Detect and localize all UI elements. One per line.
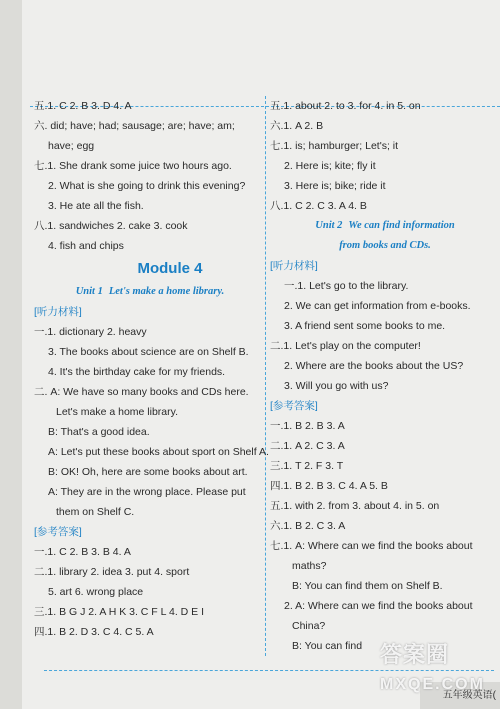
answer-line: 五.1. with 2. from 3. about 4. in 5. on (270, 500, 440, 512)
answer-line: 八.1. C 2. C 3. A 4. B (270, 200, 367, 212)
answer-line: Let's make a home library. (56, 406, 179, 418)
answer-line: 4. It's the birthday cake for my friends. (48, 366, 226, 378)
answer-line: 2. What is she going to drink this evening? (48, 180, 246, 192)
answer-line: B: That's a good idea. (48, 426, 150, 438)
answer-line: B: You can find them on Shelf B. (292, 580, 443, 592)
answer-line: maths? (292, 560, 327, 572)
section-heading-listening: [听力材料] (270, 260, 318, 272)
watermark-text: 答案圈 (380, 642, 450, 667)
answer-line: 一.1. C 2. B 3. B 4. A (34, 546, 131, 558)
answer-line: 2. Here is; kite; fly it (284, 160, 376, 172)
answer-line: 五.1. about 2. to 3. for 4. in 5. on (270, 100, 421, 112)
unit-name: Let's make a home library. (108, 286, 225, 297)
answer-line: 六.1. A 2. B (270, 120, 324, 132)
answer-line: 一.1. dictionary 2. heavy (34, 326, 147, 338)
answer-line: China? (292, 620, 326, 632)
answer-line: 六. did; have; had; sausage; are; have; am; (34, 120, 235, 132)
answer-line: 3. Here is; bike; ride it (284, 180, 386, 192)
unit-number: Unit 2 (315, 220, 343, 231)
answer-line: 二.1. Let's play on the computer! (270, 340, 421, 352)
page-binding-edge (0, 0, 22, 709)
answer-line: 5. art 6. wrong place (48, 586, 144, 598)
answer-line: 三.1. B G J 2. A H K 3. C F L 4. D E I (34, 606, 205, 618)
answer-line: 二. A: We have so many books and CDs here. (34, 386, 249, 398)
answer-line: 3. A friend sent some books to me. (284, 320, 446, 332)
section-heading-listening: [听力材料] (34, 306, 82, 318)
answer-line: them on Shelf C. (56, 506, 135, 518)
answer-line: 3. He ate all the fish. (48, 200, 144, 212)
answer-line: 一.1. Let's go to the library. (284, 280, 409, 292)
section-heading-answers: [参考答案] (270, 400, 318, 412)
unit-name: We can find information (348, 220, 455, 231)
answer-line: 六.1. B 2. C 3. A (270, 520, 346, 532)
answer-line: 一.1. B 2. B 3. A (270, 420, 345, 432)
watermark-url: MXQE.COM (380, 676, 485, 693)
answer-line: 3. The books about science are on Shelf B. (48, 346, 249, 358)
unit-title-continued: from books and CDs. (339, 240, 431, 251)
unit-number: Unit 1 (75, 286, 103, 297)
page-footer-label: 五年级英语( (420, 682, 500, 709)
answer-line: have; egg (48, 140, 95, 152)
answer-line: 二.1. A 2. C 3. A (270, 440, 345, 452)
section-heading-answers: [参考答案] (34, 526, 82, 538)
answer-line: 七.1. She drank some juice two hours ago. (34, 160, 232, 172)
answer-line: 二.1. library 2. idea 3. put 4. sport (34, 566, 190, 578)
answer-line: 四.1. B 2. D 3. C 4. C 5. A (34, 626, 154, 638)
answer-line: A: They are in the wrong place. Please put (48, 486, 246, 498)
answer-line: 2. A: Where can we find the books about (284, 600, 473, 612)
answer-line: 4. fish and chips (48, 240, 124, 252)
unit-title (270, 216, 500, 236)
right-column (270, 96, 500, 656)
answer-line: 五.1. C 2. B 3. D 4. A (34, 100, 132, 112)
answer-line: 2. Where are the books about the US? (284, 360, 464, 372)
unit-title (34, 282, 266, 302)
answer-line: 七.1. is; hamburger; Let's; it (270, 140, 399, 152)
module-title: Module 4 (137, 260, 203, 277)
answer-line: 七.1. A: Where can we find the books about (270, 540, 473, 552)
left-column (34, 96, 269, 642)
answer-line: 2. We can get information from e-books. (284, 300, 471, 312)
watermark-logo (380, 640, 500, 700)
answer-line: A: Let's put these books about sport on Shelf A. (48, 446, 269, 458)
answer-line: B: You can find (292, 640, 363, 652)
answer-line: 八.1. sandwiches 2. cake 3. cook (34, 220, 188, 232)
answer-line: 四.1. B 2. B 3. C 4. A 5. B (270, 480, 388, 492)
answer-line: 三.1. T 2. F 3. T (270, 460, 344, 472)
answer-line: B: OK! Oh, here are some books about art. (48, 466, 248, 478)
answer-line: 3. Will you go with us? (284, 380, 389, 392)
